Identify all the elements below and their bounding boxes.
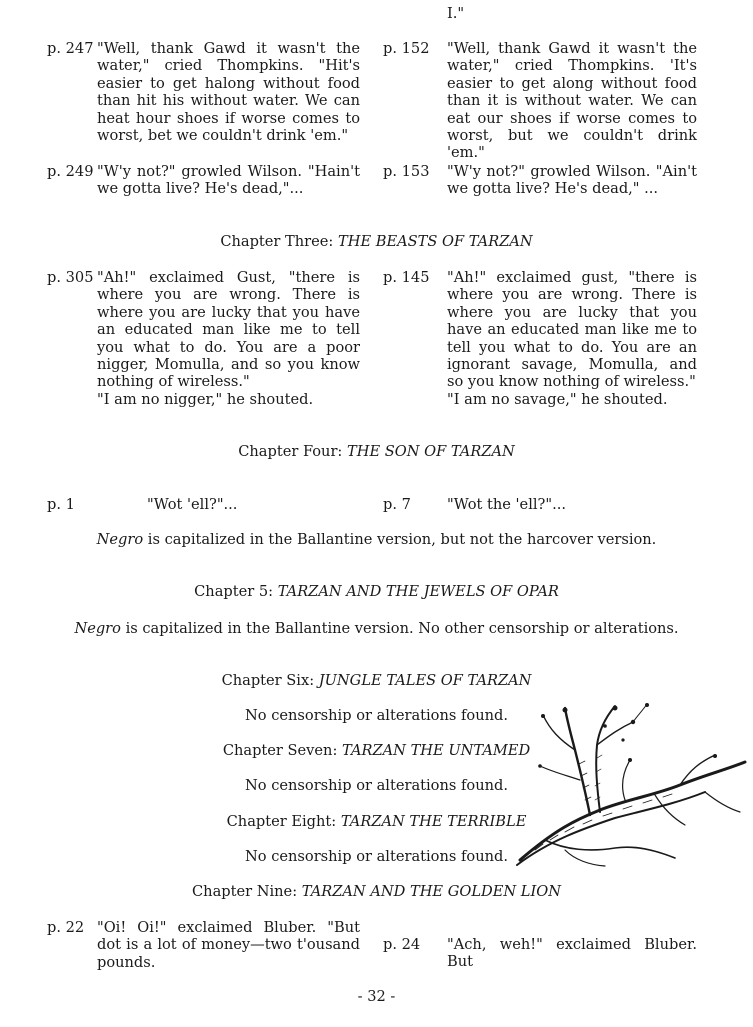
- right-passage: "Wot the 'ell?"...: [447, 496, 566, 513]
- note-text: is capitalized in the Ballantine version. No other censorship or alterations.: [120, 620, 679, 637]
- chapter-title: JUNGLE TALES OF TARZAN: [318, 672, 532, 689]
- chapter-note: [0, 620, 753, 637]
- right-passage-paragraph: "Ach, weh!" exclaimed Bluber. But: [447, 936, 697, 971]
- left-passage-paragraph: "I am no nigger," he shouted.: [97, 390, 314, 408]
- left-page-ref: p. 305: [47, 269, 94, 286]
- right-passage: [447, 163, 697, 198]
- chapter-label: Chapter 5:: [194, 583, 274, 600]
- chapter-heading: [0, 672, 753, 689]
- chapter-title: TARZAN AND THE JEWELS OF OPAR: [277, 583, 559, 600]
- note-text: is capitalized in the Ballantine version, but not the harcover version.: [143, 531, 657, 548]
- left-page-ref: p. 1: [47, 496, 75, 513]
- chapter-heading: [0, 883, 753, 900]
- left-passage: [97, 269, 360, 408]
- chapter-note: No censorship or alterations found.: [245, 848, 508, 865]
- chapter-note: No censorship or alterations found.: [245, 707, 508, 724]
- left-passage: [97, 40, 360, 144]
- left-page-ref: p. 22: [47, 919, 85, 936]
- chapter-label: Chapter Four:: [238, 443, 343, 460]
- right-page-ref: p. 24: [383, 936, 421, 953]
- left-passage-paragraph: "Ah!" exclaimed Gust, "there is where you are wrong. There is where you are lucky that you have an educated man like me to tell you what to do. You are a poor nigger, Momulla, and so you know nothing of wireless.": [97, 269, 360, 391]
- right-passage: [447, 40, 697, 162]
- chapter-note: [0, 531, 753, 548]
- right-passage-paragraph: "Ah!" exclaimed gust, "there is where you are wrong. There is where you are lucky that you have an educated man like me to tell you what to do. You are an ignorant savage, Momulla, and so you know nothing of wireless.": [447, 269, 697, 391]
- chapter-heading: [0, 583, 753, 600]
- right-passage: [447, 269, 697, 408]
- top-fragment: I.": [447, 5, 465, 22]
- right-page-ref: p. 145: [383, 269, 430, 286]
- left-page-ref: p. 247: [47, 40, 94, 57]
- right-passage-paragraph: "W'y not?" growled Wilson. "Ain't we gotta live? He's dead," ...: [447, 163, 697, 198]
- chapter-title: THE BEASTS OF TARZAN: [337, 233, 533, 250]
- chapter-title: TARZAN THE UNTAMED: [342, 742, 531, 759]
- chapter-heading: [0, 233, 753, 250]
- right-passage-paragraph: "Well, thank Gawd it wasn't the water," cried Thompkins. 'It's easier to get along without food than it is without water. We can eat our shoes if worse comes to worst, but we couldn't drink 'em.": [447, 40, 697, 162]
- chapter-note: No censorship or alterations found.: [245, 777, 508, 794]
- right-passage: [447, 936, 697, 971]
- chapter-label: Chapter Seven:: [222, 742, 338, 759]
- chapter-label: Chapter Nine:: [192, 883, 298, 900]
- left-passage-paragraph: "Oi! Oi!" exclaimed Bluber. "But dot is a lot of money—two t'ousand pounds.: [97, 919, 360, 971]
- chapter-label: Chapter Three:: [220, 233, 334, 250]
- left-passage-paragraph: "Well, thank Gawd it wasn't the water," cried Thompkins. "Hit's easier to get halong without food than hit his without water. We can heat hour shoes if worse comes to worst, bet we couldn't drink 'em.": [97, 40, 360, 145]
- note-emphasis: Negro: [74, 620, 121, 637]
- left-passage: [97, 163, 360, 198]
- chapter-label: Chapter Eight:: [226, 813, 337, 830]
- right-page-ref: p. 152: [383, 40, 430, 57]
- chapter-label: Chapter Six:: [221, 672, 315, 689]
- chapter-title: TARZAN AND THE GOLDEN LION: [301, 883, 561, 900]
- left-passage-paragraph: "W'y not?" growled Wilson. "Hain't we gotta live? He's dead,"...: [97, 163, 360, 198]
- chapter-title: THE SON OF TARZAN: [347, 443, 515, 460]
- page-number: - 32 -: [357, 988, 396, 1005]
- chapter-heading: [0, 443, 753, 460]
- note-emphasis: Negro: [96, 531, 144, 548]
- left-passage: "Wot 'ell?"...: [147, 496, 238, 513]
- left-passage: [97, 919, 360, 971]
- tree-branch-illustration-icon: [505, 700, 750, 870]
- right-passage-paragraph: "I am no savage," he shouted.: [447, 390, 668, 408]
- right-page-ref: p. 7: [383, 496, 411, 513]
- chapter-title: TARZAN THE TERRIBLE: [340, 813, 527, 830]
- left-page-ref: p. 249: [47, 163, 94, 180]
- right-page-ref: p. 153: [383, 163, 430, 180]
